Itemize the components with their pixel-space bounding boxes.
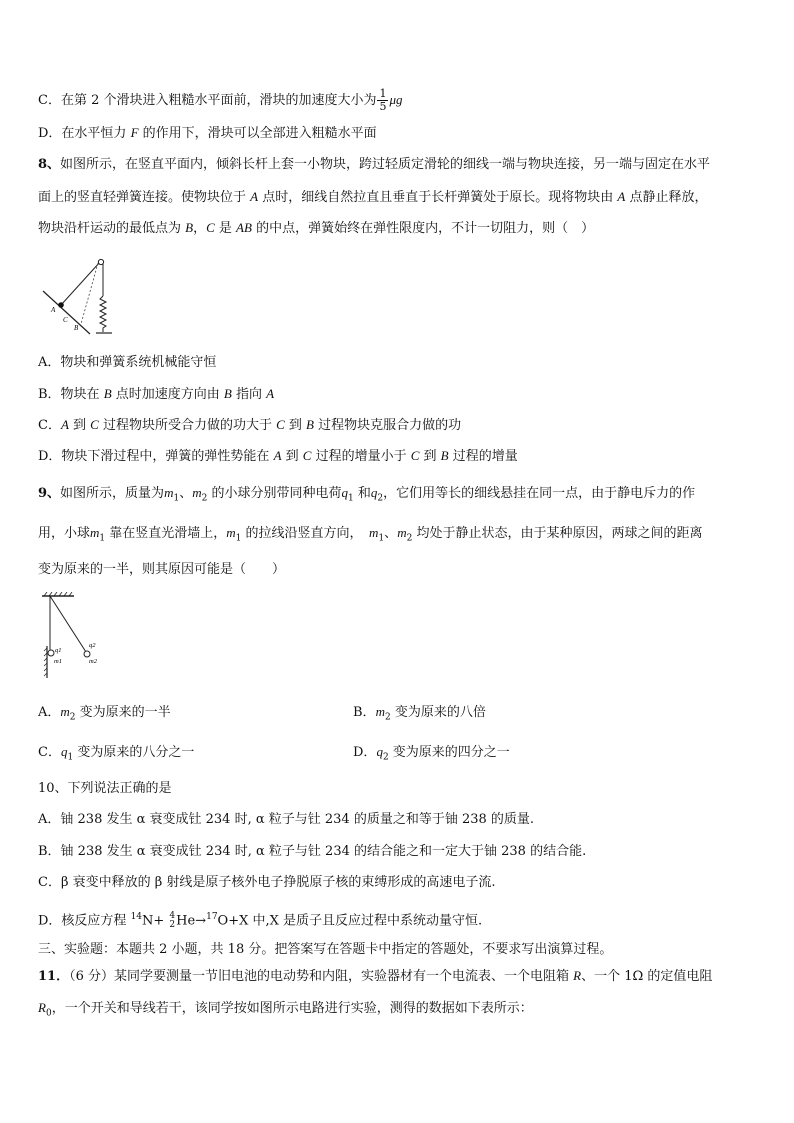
ball-m2 (84, 651, 90, 657)
option-text: C．在第 2 个滑块进入粗糙水平面前，滑块的加速度大小为 (38, 93, 377, 108)
label-q2: q2 (89, 642, 96, 649)
q10-option-a[interactable]: A．铀 238 发生 α 衰变成钍 234 时, α 粒子与钍 234 的质量之和等于铀 238 的质量. (38, 812, 535, 827)
q8-figure (40, 256, 120, 338)
question-number: 8、 (38, 157, 61, 172)
q9-stem-line-3: 变为原来的一半，则其原因可能是（ ） (38, 562, 286, 577)
q7-option-d[interactable]: D．在水平恒力 F 的作用下，滑块可以全部进入粗糙水平面 (38, 125, 377, 141)
q8-stem-line-1: 8、如图所示，在竖直平面内，倾斜长杆上套一小物块，跨过轻质定滑轮的细线一端与物块连接，另一端与固定在水平 (38, 157, 711, 172)
string-m2 (50, 596, 86, 652)
q8-stem-line-2: 面上的竖直轻弹簧连接。使物块位于 A 点时，细线自然拉直且垂直于长杆弹簧处于原长。现将物块由 A 点静止释放， (38, 189, 708, 205)
ball-m1 (48, 650, 54, 656)
section-3-heading: 三、实验题：本题共 2 小题，共 18 分。把答案写在答题卡中指定的答题处，不要求写出演算过程。 (38, 942, 613, 957)
q8-option-c[interactable]: C．A 到 C 过程物块所受合力做的功大于 C 到 B 过程物块克服合力做的功 (38, 417, 462, 433)
string-to-pulley (61, 262, 100, 305)
label-q1: q1 (55, 647, 62, 654)
spring (100, 296, 106, 332)
q9-option-b[interactable]: B．$m_2$ 变为原来的八倍 (353, 704, 486, 723)
q9-option-d[interactable]: D．$q_2$ 变为原来的四分之一 (353, 744, 510, 763)
q9-option-c[interactable]: C．$q_1$ 变为原来的八分之一 (38, 744, 195, 763)
label-b: B (74, 324, 79, 332)
q10-stem: 10、下列说法正确的是 (38, 781, 172, 796)
label-a: A (51, 306, 56, 314)
label-m2: m2 (89, 658, 97, 665)
q9-option-a[interactable]: A．$m_2$ 变为原来的一半 (38, 704, 171, 723)
q11-stem-line-2: $R_0$，一个开关和导线若干，该同学按如图所示电路进行实验，测得的数据如下表所示： (38, 1000, 533, 1019)
q10-option-b[interactable]: B．铀 238 发生 α 衰变成钍 234 时, α 粒子与钍 234 的结合能之和一定大于铀 238 的结合能. (38, 844, 587, 859)
q10-option-d[interactable]: D．核反应方程 $^{14}$N+ 4 2 He→$^{17}$O+X 中,X 是质子且反应过程中系统动量守恒. (38, 910, 483, 930)
label-c: C (63, 316, 68, 324)
fraction: $\frac{1}{5}$ (379, 87, 387, 113)
q8-option-a[interactable]: A．物块和弹簧系统机械能守恒 (38, 355, 217, 370)
q9-stem-line-2: 用，小球$m_1$ 靠在竖直光滑墙上，$m_1$ 的拉线沿竖直方向， $m_1$、$m_2$ 均处于静止状态，由于某种原因，两球之间的距离 (38, 525, 703, 544)
question-number: 11． (38, 969, 70, 984)
label-m1: m1 (54, 658, 62, 665)
q9-options-row-2 (38, 743, 756, 767)
q9-options-row-1 (38, 703, 756, 727)
question-number: 9、 (38, 486, 61, 501)
dashed-line (81, 263, 98, 324)
mu-g: μg (389, 92, 403, 107)
q8-option-d[interactable]: D．物块下滑过程中，弹簧的弹性势能在 A 到 C 过程的增量小于 C 到 B 过程的增量 (38, 448, 518, 464)
q7-option-c[interactable] (38, 88, 756, 113)
q8-stem-line-3: 物块沿杆运动的最低点为 B，C 是 AB 的中点，弹簧始终在弹性限度内，不计一切阻力，则（ ） (38, 220, 595, 236)
q10-option-c[interactable]: C．β 衰变中释放的 β 射线是原子核外电子挣脱原子核的束缚形成的高速电子流. (38, 875, 496, 890)
block (58, 302, 64, 308)
q9-figure (38, 592, 118, 684)
he-nuclide-index: 4 2 (169, 910, 176, 930)
q11-stem-line-1: 11．（6 分）某同学要测量一节旧电池的电动势和内阻，实验器材有一个电流表、一个电阻箱 R、一个 1Ω 的定值电阻 (38, 968, 713, 984)
q9-stem-line-1: 9、如图所示，质量为$m_1$、$m_2$ 的小球分别带同种电荷$q_1$ 和$q_2$，它们用等长的细线悬挂在同一点，由于静电斥力的作 (38, 485, 696, 504)
q8-option-b[interactable]: B．物块在 B 点时加速度方向由 B 指向 A (38, 386, 275, 402)
